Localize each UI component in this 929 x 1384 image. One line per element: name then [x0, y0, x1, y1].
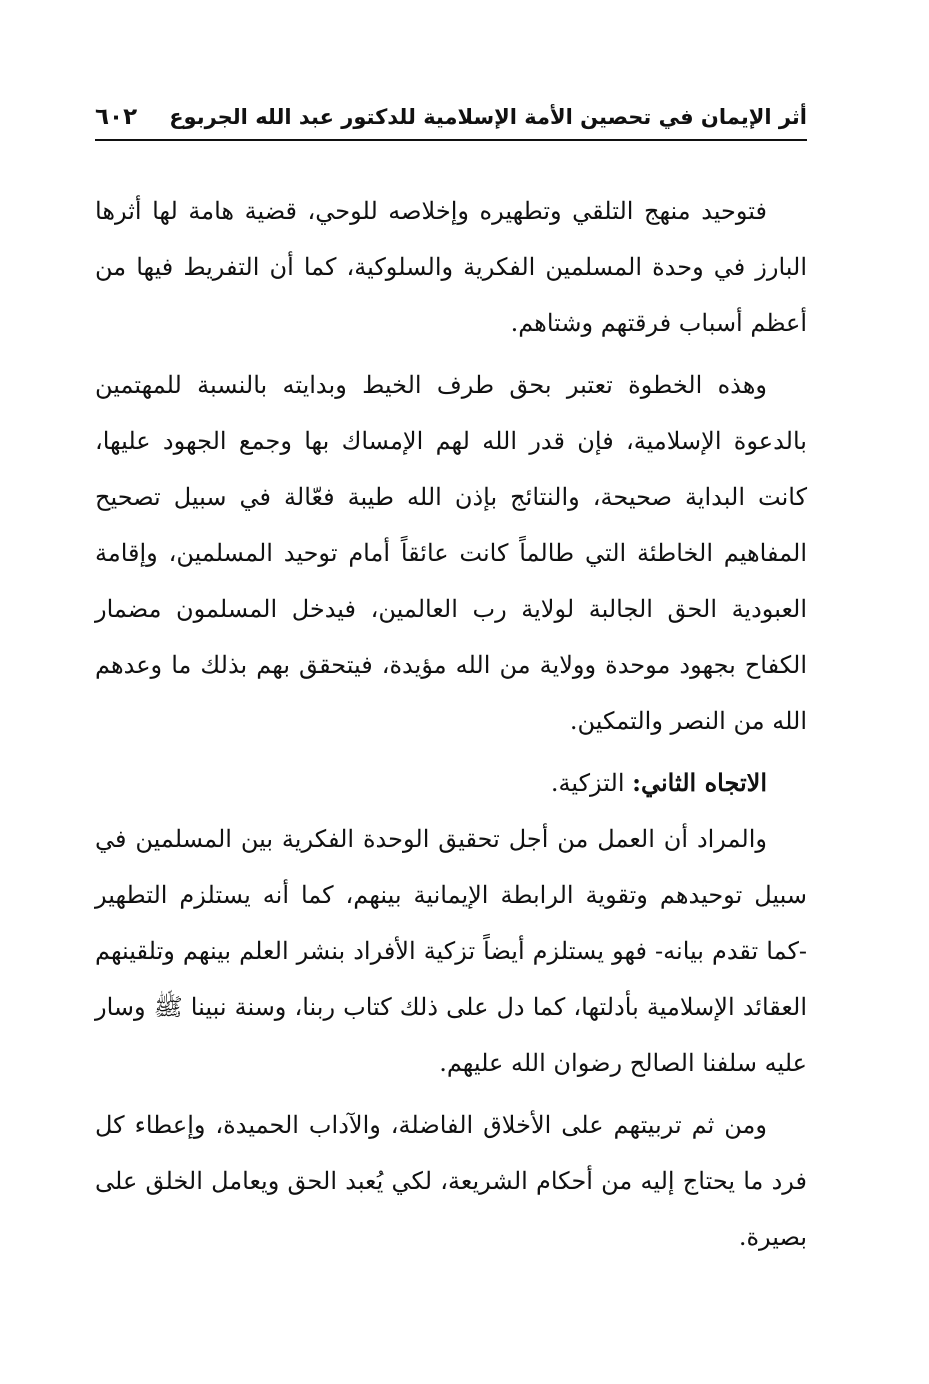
paragraph-1: فتوحيد منهج التلقي وتطهيره وإخلاصه للوحي، قضية هامة لها أثرها البارز في وحدة المسلمين الفكرية والسلوكية، كما أن التفريط فيها من أعظم أسباب فرقتهم وشتاهم.	[95, 197, 807, 337]
paragraph-3: والمراد أن العمل من أجل تحقيق الوحدة الفكرية بين المسلمين في سبيل توحيدهم وتقوية الرابطة الإيمانية بينهم، كما أنه يستلزم التطهير -كما تقدم بيانه- فهو يستلزم أيضاً تزكية الأفراد بنشر العلم بينهم وتلقينهم العقائد الإسلامية بأدلتها، كما دل على ذلك كتاب ربنا، وسنة نبينا ﷺ وسار عليه سلفنا الصالح رضوان الله عليهم.	[95, 825, 807, 1077]
section-heading-text: التزكية.	[550, 769, 625, 797]
paragraph-4: ومن ثم تربيتهم على الأخلاق الفاضلة، والآداب الحميدة، وإعطاء كل فرد ما يحتاج إليه من أحكام الشريعة، لكي يُعبد الحق ويعامل الخلق على بصيرة.	[95, 1111, 807, 1251]
page-number: ٦٠٢	[95, 104, 138, 130]
book-page	[95, 95, 807, 1265]
body-text	[95, 183, 807, 1265]
running-header	[95, 95, 807, 141]
section-heading	[95, 755, 807, 811]
header-title: أثر الإيمان في تحصين الأمة الإسلامية للدكتور عبد الله الجربوع	[169, 105, 807, 129]
section-heading-label: الاتجاه الثاني:	[632, 768, 767, 797]
paragraph-2: وهذه الخطوة تعتبر بحق طرف الخيط وبدايته بالنسبة للمهتمين بالدعوة الإسلامية، فإن قدر الله لهم الإمساك بها وجمع الجهود عليها، كانت البداية صحيحة، والنتائج بإذن الله طيبة فعّالة في سبيل تصحيح المفاهيم الخاطئة التي طالماً كانت عائقاً أمام توحيد المسلمين، وإقامة العبودية الحق الجالبة لولاية رب العالمين، فيدخل المسلمون مضمار الكفاح بجهود موحدة وولاية من الله مؤيدة، فيتحقق بهم بذلك ما وعدهم الله من النصر والتمكين.	[95, 371, 808, 735]
